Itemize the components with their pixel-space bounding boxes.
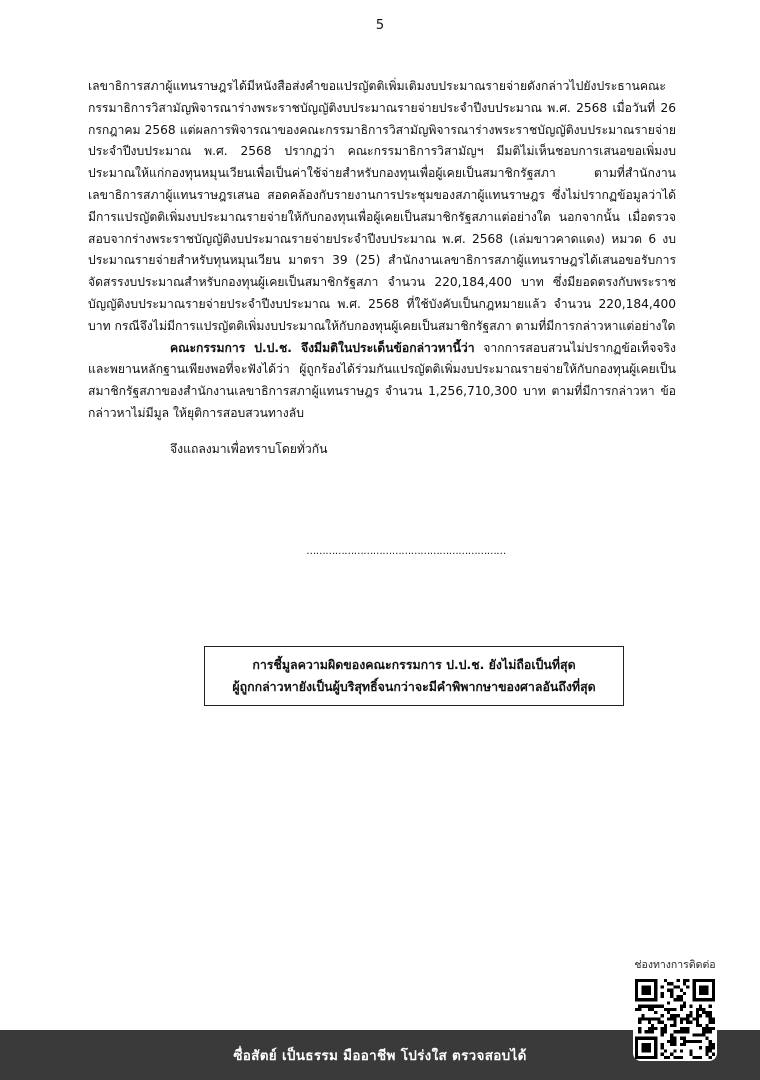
resolution-lead: คณะกรรมการ ป.ป.ช. จึงมีมติในประเด็นข้อกล่าวหานี้ว่า [170, 340, 475, 355]
disclaimer-line-1: การชี้มูลความผิดของคณะกรรมการ ป.ป.ช. ยังไม่ถือเป็นที่สุด [252, 657, 576, 672]
resolution-paragraph [88, 338, 676, 425]
page-number: 5 [375, 18, 385, 33]
contact-label: ช่องทางการติดต่อ [634, 959, 716, 971]
disclaimer-box [204, 646, 624, 706]
resolution-text: จากการสอบสวนไม่ปรากฏข้อเท็จจริงและพยานหลักฐานเพียงพอที่จะฟังได้ว่า ผู้ถูกร้องได้ร่วมกันแปรญัตติเพิ่มงบประมาณรายจ่ายให้กับกองทุนผู้เคยเป็นสมาชิกรัฐสภาของสำนักงานเลขาธิการสภาผู้แทนราษฎร จำนวน 1,256,710,300 บาท ตามที่มีการกล่าวหา ข้อกล่าวหาไม่มีมูล ให้ยุติการสอบสวนทางลับ [88, 340, 676, 420]
closing-statement: จึงแถลงมาเพื่อทราบโดยทั่วกัน [170, 441, 328, 456]
disclaimer-line-2: ผู้ถูกกล่าวหายังเป็นผู้บริสุทธิ์จนกว่าจะมีคำพิพากษาของศาลอันถึงที่สุด [232, 679, 596, 694]
contact-block [620, 956, 730, 1061]
qr-code-icon[interactable] [633, 977, 717, 1061]
qr-code-graphic [635, 979, 715, 1059]
document-body [88, 76, 676, 461]
separator-line: ……………………………………………………… [306, 546, 506, 557]
footer-slogan: ซื่อสัตย์ เป็นธรรม มืออาชีพ โปร่งใส ตรวจสอบได้ [233, 1048, 527, 1064]
body-paragraph: เลขาธิการสภาผู้แทนราษฎรได้มีหนังสือส่งคำขอแปรญัตติเพิ่มเติมงบประมาณรายจ่ายดังกล่าวไปยังประธานคณะกรรมาธิการวิสามัญพิจารณาร่างพระราชบัญญัติงบประมาณรายจ่ายประจำปีงบประมาณ พ.ศ. 2568 เมื่อวันที่ 26 กรกฎาคม 2568 แต่ผลการพิจารณาของคณะกรรมาธิการวิสามัญพิจารณาร่างพระราชบัญญัติงบประมาณรายจ่ายประจำปีงบประมาณ พ.ศ. 2568 ปรากฏว่า คณะกรรมาธิการวิสามัญฯ มีมติไม่เห็นชอบการเสนอขอเพิ่มงบประมาณให้แก่กองทุนหมุนเวียนเพื่อเป็นค่าใช้จ่ายสำหรับกองทุนเพื่อผู้เคยเป็นสมาชิกรัฐสภา ตามที่สำนักงานเลขาธิการสภาผู้แทนราษฎรเสนอ สอดคล้องกับรายงานการประชุมของสภาผู้แทนราษฎร ซึ่งไม่ปรากฏข้อมูลว่าได้มีการแปรญัตติเพิ่มงบประมาณรายจ่ายให้กับกองทุนเพื่อผู้เคยเป็นสมาชิกรัฐสภาแต่อย่างใด นอกจากนั้น เมื่อตรวจสอบจากร่างพระราชบัญญัติงบประมาณรายจ่ายประจำปีงบประมาณ พ.ศ. 2568 (เล่มขาวคาดแดง) หมวด 6 งบประมาณรายจ่ายสำหรับทุนหมุนเวียน มาตรา 39 (25) สำนักงานเลขาธิการสภาผู้แทนราษฎรได้เสนอขอรับการจัดสรรงบประมาณสำหรับกองทุนผู้เคยเป็นสมาชิกรัฐสภา จำนวน 220,184,400 บาท ซึ่งมียอดตรงกับพระราชบัญญัติงบประมาณรายจ่ายประจำปีงบประมาณ พ.ศ. 2568 ที่ใช้บังคับเป็นกฎหมายแล้ว จำนวน 220,184,400 บาท กรณีจึงไม่มีการแปรญัตติเพิ่มงบประมาณให้กับกองทุนผู้เคยเป็นสมาชิกรัฐสภา ตามที่มีการกล่าวหาแต่อย่างใด [88, 79, 676, 333]
